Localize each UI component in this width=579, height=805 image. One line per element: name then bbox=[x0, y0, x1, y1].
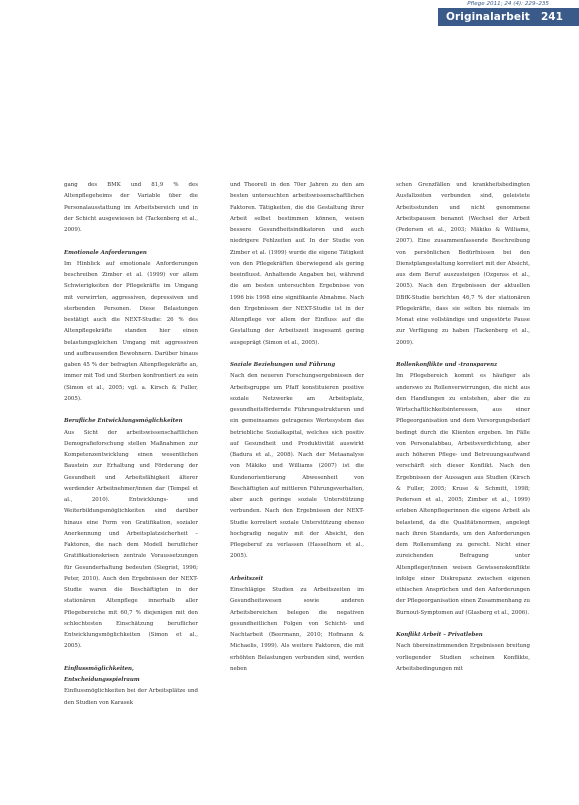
section-heading: Einflussmöglichkeiten, Entscheidungsspielraum bbox=[64, 665, 140, 683]
body-paragraph: Im Hinblick auf emotionale Anforderungen beschreiben Zimber et al. (1999) vor allem Schwierigkeiten der Pflegekräfte im Umgang mit verwirrten, aggressiven, depressiven und sterbenden Personen. Diese Belastungen bestätigt auch die NEXT-Studie: 26 % des Altenpflegekräfte standen hier einen belastungsgleichen Umgang mit aggressiven und aufbrausenden Bewohnern. Darüber hinaus gaben 45 % der befragten Altenpflegekräfte an, immer mit Tod und Sterben konfrontiert zu sein (Simon et al., 2005; vgl. a. Kirsch & Fuller, 2005). bbox=[64, 260, 198, 402]
section-bar bbox=[438, 8, 579, 26]
body-paragraph: Einschlägige Studien zu Arbeitszeiten im Gesundheitswesen sowie anderen Arbeitsbereichen belegen die negativen gesundheitlichen Folgen von Schicht- und Nachtarbeit (Beermann, 2010; Hofmann & Michaelis, 1999). Als weitere Faktoren, die mit erhöhten Belastungen verbunden sind, werden neben bbox=[230, 587, 364, 672]
body-paragraph: Nach übereinstimmenden Ergebnissen breitung vorliegender Studien scheinen Konflikte, Arbeitsbedingungen mit bbox=[396, 643, 530, 672]
section-heading: Emotionale Anforderungen bbox=[64, 249, 147, 256]
journal-citation: Pflege 2011; 24 (4): 229–235 bbox=[467, 1, 549, 7]
section-label: Originalarbeit bbox=[446, 11, 530, 23]
section-heading: Konflikt Arbeit – Privatleben bbox=[396, 632, 483, 638]
body-paragraph: schen Grenzfällen und krankheitsbedingten Ausfallzeiten verbunden sind, geleistete Arbeitsstunden und nicht genommene Arbeitspausen benannt (Wechsel der Arbeit (Pedersen et al., 2003; Mäkiko & Williams, 2007). Eine zusammenfassende Beschreibung von persönlichen Bedürfnissen bei den Dienstplangestaltung korreliert mit der Absicht, aus dem Beruf auszusteigen (Ozgenss et al., 2005). Nach den Ergebnissen der aktuellen DBfK-Studie berichten 46,7 % der stationären Pflegekräfte, dass sie selten bis niemals im Monat eine vollständige und ungestörte Pause zur Verfügung zu haben (Tackenberg et al., 2009). bbox=[396, 182, 530, 346]
body-paragraph: und Theorell in den 70er Jahren zu den am besten untersuchten arbeitswissenschaftlichen Faktoren. Tätigkeiten, die die Gestaltung ihrer Arbeit selbst bestimmen können, weisen bessere Gesundheitsindikatoren und auch niedrigere Fehlzeiten auf. In der Studie von Zimber et al. (1999) wurde die eigene Tätigkeit von den Pflegekräften überwiegend als gering beeinflusst. Anhaltende Angaben bei, während die am besten untersuchten Ergebnisse von 1996 bis 1998 eine signifikante Abnahme. Nach den Ergebnissen der NEXT-Studie ist in der Altenpflege vor allem der Einfluss auf die Gestaltung der Arbeitszeit insgesamt gering ausgeprägt (Simon et al., 2005). bbox=[230, 182, 364, 346]
section-heading: Rollenkonflikte und -transparenz bbox=[396, 362, 498, 368]
body-paragraph: Im Pflegebereich kommt es häufiger als anderswo zu Rollenverwirrungen, die nicht aus den Handlungen zu entstehen, aber die zu Wirtschaftlichkeitsinteressen, aus einer Pflegeorganisation und dem Versorgungsbedarf bedingt durch die Klienten ergeben. Im Fälle von Personalabbau, Arbeitsverdichtung, aber auch höheren Pflege- und Betreuungsaufwand verschärft sich dieser Konflikt. Nach den Ergebnissen der Aussagen aus Studien (Kirsch & Fuller, 2005; Kruse & Schmitt, 1998; Pedersen et al., 2005; Zimber et al., 1999) erleben Altenpflegerinnen die eigene Arbeit als belastend, da die Qualitätsnormen, angelegt nach ihren Standards, um den Anforderungen dem Rollenumfang zu gerecht. Nicht einer zureichenden Befragung unter Altenpfleger/innen weisen Gewissenskonflikte infolge einer Diskrepanz zwischen eigenen ethischen Ansprüchen und den Anforderungen der Pflegeorganisation einen Zusammenhang zu Burnout-Symptomen auf (Glasberg et al., 2006). bbox=[396, 373, 530, 616]
body-paragraph: gang des BMK und 81,9 % des Altenpflegeheims der Variable über die Personalausstattung im Arbeitsbereich und in der Schicht ausgewiesen ist (Tackenberg et al., 2009). bbox=[64, 182, 198, 233]
section-heading: Soziale Beziehungen und Führung bbox=[230, 362, 336, 368]
section-heading: Berufliche Entwicklungsmöglichkeiten bbox=[64, 418, 183, 425]
text-column-3 bbox=[396, 180, 530, 805]
page-number: 241 bbox=[541, 11, 563, 23]
body-paragraph: Aus Sicht der arbeitswissenschaftlichen Demografieforschung stellen Maßnahmen zur Kompetenzentwicklung einen wesentlichen Baustein zur Erhaltung und Förderung der Gesundheit und Arbeitsfähigkeit älterer werdender Arbeitnehmer/innen dar (Tempel et al., 2010). Entwicklungs- und Weiterbildungsmöglichkeiten sind darüber hinaus eine Form von Gratifikation, sozialer Anerkennung und Arbeitsplatzsicherheit – Faktoren, die nach dem Modell beruflicher Gratifikationskrisen zentrale Voraussetzungen für Gesunderhaltung bedeuten (Siegrist, 1996; Peter, 2010). Auch den Ergebnissen der NEXT-Studie waren die Beschäftigten in der stationären Altenpflege innerhalb aller Pflegebereiche mit 60,7 % diejenigen mit den schlechtesten Einschätzung beruflicher Entwicklungsmöglichkeiten (Simon et al., 2005). bbox=[64, 429, 198, 650]
text-column-2 bbox=[230, 180, 364, 805]
body-paragraph: Einflussmöglichkeiten bei der Arbeitsplätze und den Studien von Karasek bbox=[64, 688, 198, 706]
text-column-1 bbox=[64, 180, 198, 805]
section-heading: Arbeitszeit bbox=[230, 575, 264, 582]
body-paragraph: Nach den neueren Forschungsergebnissen der Arbeitsgruppe um Pfaff konstituieren positive soziale Netzwerke am Arbeitsplatz, gesundheitsfördernde Führungsstrukturen und ein gemeinsames getragenes Wertesystem das betriebliche Sozialkapital, welches sich positiv auf Gesundheit und Produktivität auswirkt (Badura et al., 2008). Nach der Metaanalyse von Mäkiko und Williams (2007) ist die Kundenorientierung Abwesenheit von Beschäftigten auf mittleren Führungsverhalten, aber auch geringe soziale Unterstützung verbunden. Nach den Ergebnissen der NEXT-Studie korreliert soziale Unterstützung ebenso hochgradig negativ mit der Absicht, den Pflegeberuf zu verlassen (Hasselhorn et al., 2005). bbox=[230, 373, 364, 560]
